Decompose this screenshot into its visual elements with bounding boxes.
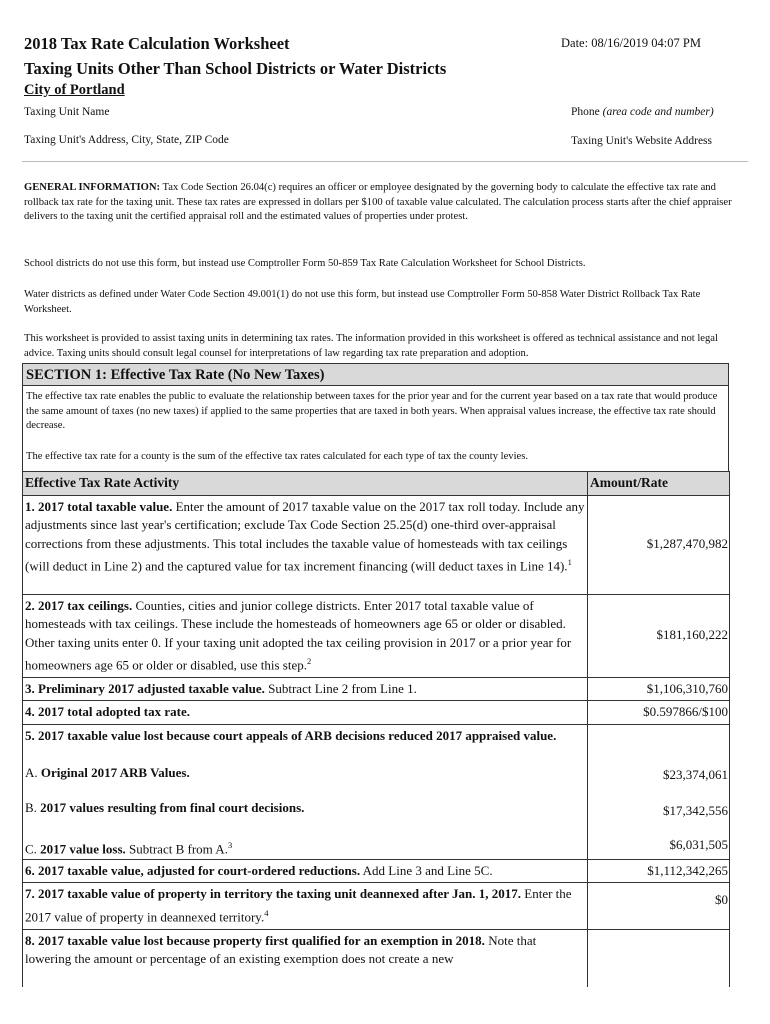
line-text: Subtract Line 2 from Line 1.: [264, 680, 417, 696]
line-amount: $1,106,310,760: [588, 677, 730, 701]
table-row: [23, 859, 730, 883]
table-row: [23, 701, 730, 725]
line-5c: [25, 836, 232, 859]
table-row: [23, 929, 730, 987]
website-label: Taxing Unit's Website Address: [571, 135, 712, 147]
line-title: 4. 2017 total adopted tax rate.: [25, 704, 191, 720]
line-description: [23, 883, 588, 929]
worksheet-title: 2018 Tax Rate Calculation Worksheet: [24, 34, 290, 53]
section-1-intro: The effective tax rate enables the public to evaluate the relationship between taxes for the prior year and for the current year based on a tax rate that would produce the same amount of taxes (no new taxes) if applied to the same properties that are taxed in both years. When appraisal values increase, the effective tax rate should decrease.: [26, 391, 718, 431]
line-5-amounts: [588, 724, 730, 859]
school-district-note: School districts do not use this form, but instead use Comptroller Form 50-859 Tax Rate Calculation Worksheet for School Districts.: [24, 258, 586, 269]
line-text: Enter the amount of 2017 taxable value on the 2017 tax roll today. Include any adjustments since last year's certification; exclude Tax Code Section 25.25(d) one-third over-appraisal corrections from these adjustments. This total includes the taxable value of homesteads with tax ceilings (will deduct in Line 2) and the captured value for tax increment financing (will deduct taxes in Line 14).: [25, 498, 585, 574]
taxing-unit-name-label: Taxing Unit Name: [24, 106, 110, 118]
phone-hint: (area code and number): [602, 106, 714, 118]
line-amount: $0.597866/$100: [588, 701, 730, 725]
line-title: 5. 2017 taxable value lost because court appeals of ARB decisions reduced 2017 appraised value.: [25, 727, 557, 743]
phone-label: [571, 106, 714, 118]
line-amount: $0: [588, 883, 730, 929]
sub-line-title: 2017 value loss.: [40, 841, 126, 857]
table-row: [23, 495, 730, 594]
line-description: [23, 724, 588, 859]
line-amount: [588, 929, 730, 987]
print-date: Date: 08/16/2019 04:07 PM: [561, 36, 701, 50]
general-information: [24, 181, 744, 225]
table-row: [23, 677, 730, 701]
sub-line-title: 2017 values resulting from final court decisions.: [40, 799, 305, 815]
address-label: Taxing Unit's Address, City, State, ZIP Code: [24, 134, 229, 146]
phone-label-text: Phone: [571, 106, 600, 118]
line-amount: $1,287,470,982: [588, 495, 730, 594]
line-5a-amount: $23,374,061: [663, 766, 728, 782]
table-row: [23, 883, 730, 929]
taxing-unit-city: City of Portland: [24, 82, 125, 98]
line-title: 7. 2017 taxable value of property in territory the taxing unit deannexed after Jan. 1, 2017.: [25, 886, 522, 902]
line-title: 6. 2017 taxable value, adjusted for court-ordered reductions.: [25, 862, 361, 878]
line-5a: [25, 764, 190, 783]
line-amount: $181,160,222: [588, 594, 730, 677]
legal-advice-note: This worksheet is provided to assist taxing units in determining tax rates. The information provided in this worksheet is offered as technical assistance and not legal advice. Taxing units should consult legal counsel for interpretations of law regarding tax rate preparation and adoption.: [24, 333, 718, 359]
line-title: 3. Preliminary 2017 adjusted taxable value.: [25, 680, 265, 696]
line-5b-amount: $17,342,556: [663, 802, 728, 818]
line-text: Counties, cities and junior college districts. Enter 2017 total taxable value of homesteads with tax ceilings. These include the homesteads of homeowners age 65 or older or disabled. Other taxing units enter 0. If your taxing unit adopted the tax ceiling provision in 2017 or a prior year for homeowners age 65 or older or disabled, use this step.: [25, 597, 572, 673]
footnote-ref: 4: [264, 907, 269, 918]
footnote-ref: 3: [227, 839, 233, 850]
footnote-ref: 1: [567, 557, 572, 567]
sub-line-prefix: A.: [25, 764, 41, 780]
county-note: The effective tax rate for a county is the sum of the effective tax rates calculated for each type of tax the county levies.: [26, 451, 529, 462]
col-activity-header: Effective Tax Rate Activity: [23, 472, 588, 496]
table-row: [23, 724, 730, 859]
line-description: [23, 859, 588, 883]
col-amount-header: Amount/Rate: [588, 472, 730, 496]
line-text: Add Line 3 and Line 5C.: [360, 862, 493, 878]
section-1-intro-box: [22, 386, 729, 471]
line-description: [23, 677, 588, 701]
sub-line-prefix: B.: [25, 799, 41, 815]
line-5c-amount: $6,031,505: [669, 836, 728, 852]
line-text: Note that lowering the amount or percentage of an existing exemption does not create a new: [25, 932, 537, 967]
water-district-note: Water districts as defined under Water Code Section 49.001(1) do not use this form, but instead use Comptroller Form 50-858 Water District Rollback Tax Rate Worksheet.: [24, 289, 701, 315]
header-divider: [22, 161, 748, 162]
line-text: Enter the 2017 value of property in deannexed territory.: [25, 886, 572, 925]
line-description: [23, 495, 588, 594]
general-information-text: Tax Code Section 26.04(c) requires an officer or employee designated by the governing body to calculate the effective tax rate and rollback tax rate for the taxing unit. These tax rates are expressed in dollars per $100 of taxable value calculated. The calculation process starts after the chief appraiser delivers to the taxing unit the certified appraisal roll and the estimated values of properties under protest.: [24, 182, 732, 222]
line-description: [23, 929, 588, 987]
line-description: [23, 594, 588, 677]
line-amount: $1,112,342,265: [588, 859, 730, 883]
general-information-lead: GENERAL INFORMATION:: [24, 182, 161, 193]
sub-line-text: Subtract B from A.: [125, 841, 228, 857]
line-title: 1. 2017 total taxable value.: [25, 498, 173, 514]
footnote-ref: 2: [306, 656, 312, 666]
section-1-header: SECTION 1: Effective Tax Rate (No New Taxes): [22, 363, 729, 386]
line-title: 8. 2017 taxable value lost because property first qualified for an exemption in 2018.: [25, 932, 485, 948]
table-row: [23, 594, 730, 677]
effective-tax-rate-table: [22, 471, 730, 987]
line-title: 2. 2017 tax ceilings.: [25, 597, 133, 613]
line-5-title-block: [25, 727, 565, 746]
sub-line-prefix: C.: [25, 841, 41, 857]
worksheet-subtitle: Taxing Units Other Than School Districts or Water Districts: [24, 59, 447, 78]
line-5b: [25, 799, 304, 818]
table-header-row: [23, 472, 730, 496]
sub-line-title: Original 2017 ARB Values.: [40, 764, 190, 780]
line-description: [23, 701, 588, 725]
